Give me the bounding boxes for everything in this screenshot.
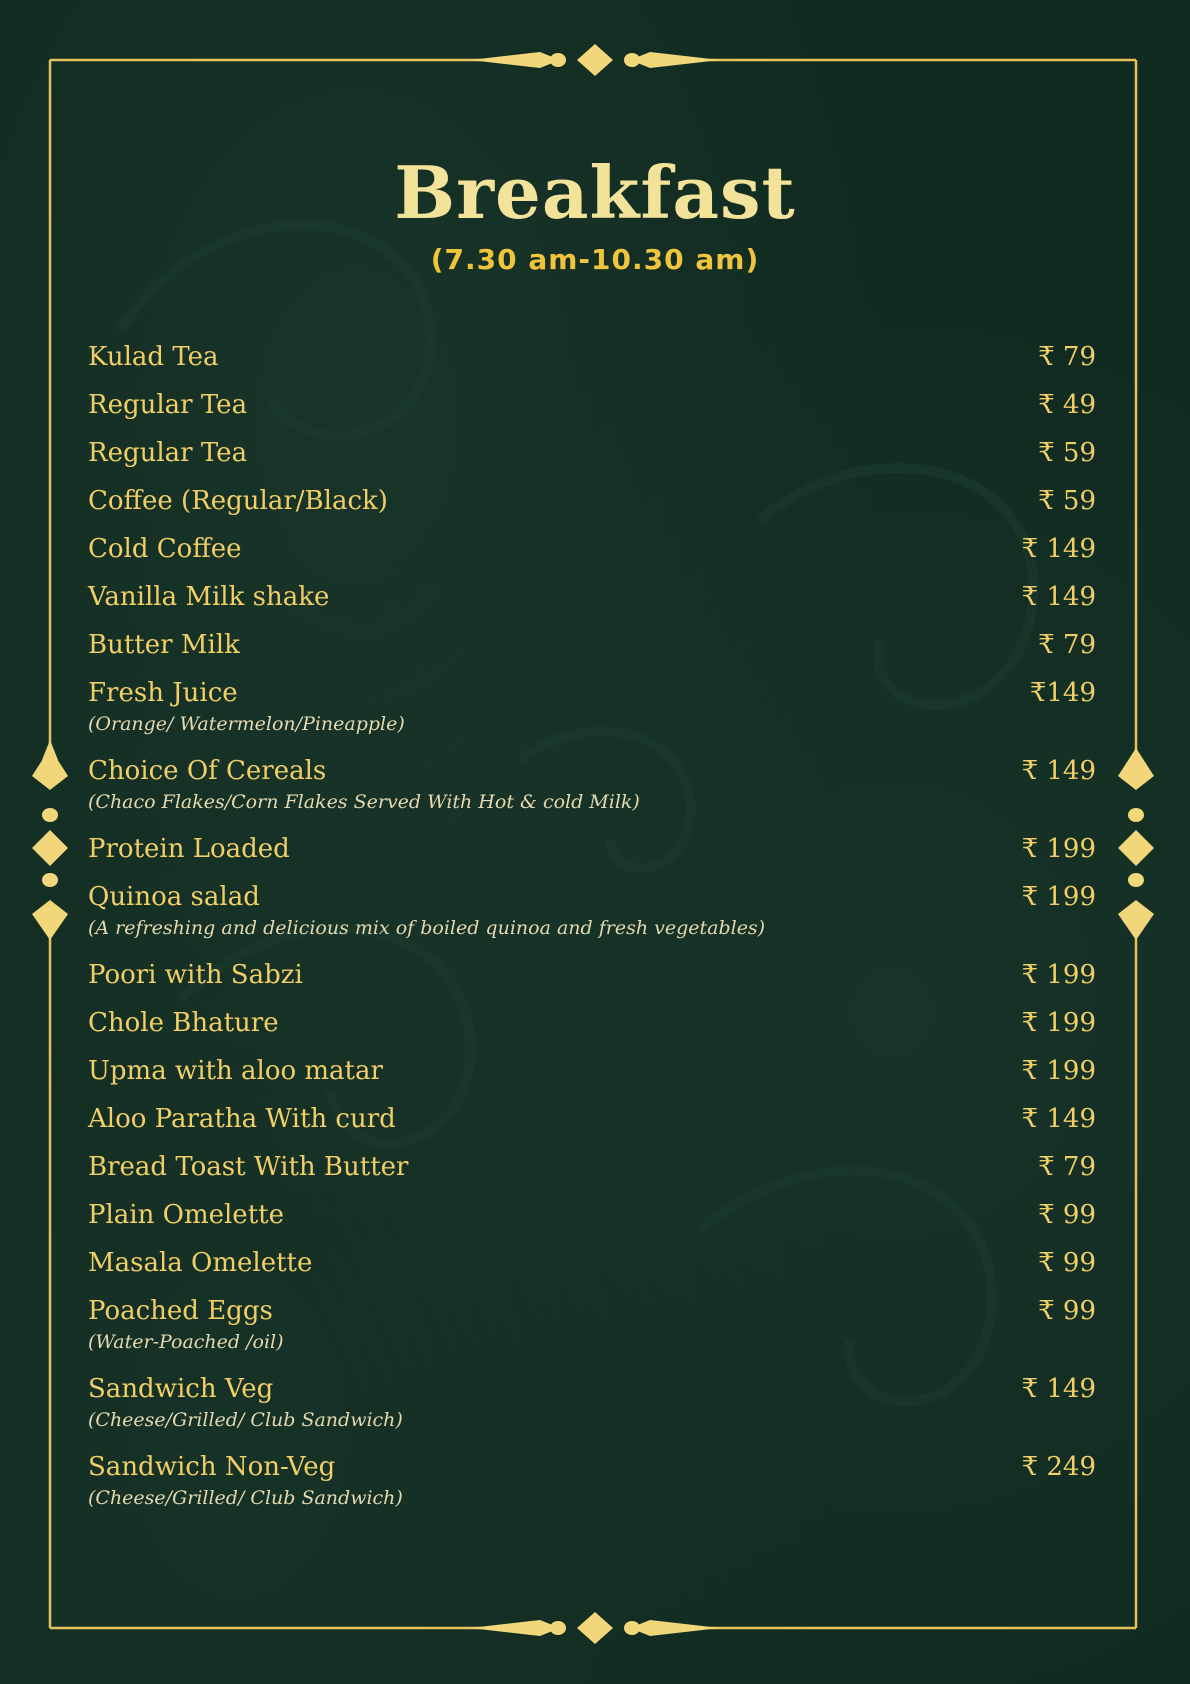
right-ornament [1118,748,1154,940]
item-name: Chole Bhature [88,1008,279,1038]
top-ornament [470,44,720,76]
menu-item [88,436,1096,484]
menu-item [88,1006,1096,1054]
item-description: (Water-Poached /oil) [88,1331,284,1353]
menu-item [88,1102,1096,1150]
menu-item [88,1246,1096,1294]
menu-item [88,340,1096,388]
item-description: (Cheese/Grilled/ Club Sandwich) [88,1487,403,1509]
item-price: ₹ 79 [1038,342,1096,372]
item-price: ₹ 49 [1038,390,1096,420]
item-name: Cold Coffee [88,534,242,564]
item-name: Aloo Paratha With curd [88,1104,396,1134]
item-name: Butter Milk [88,630,240,660]
menu-item [88,958,1096,1006]
item-description: (Orange/ Watermelon/Pineapple) [88,713,405,735]
item-name: Upma with aloo matar [88,1056,383,1086]
menu-item [88,1198,1096,1246]
menu-item [88,880,1096,958]
item-name: Plain Omelette [88,1200,284,1230]
menu-item [88,1372,1096,1450]
menu-item [88,1294,1096,1372]
menu-item [88,628,1096,676]
item-price: ₹149 [1029,678,1096,708]
item-name: Fresh Juice [88,678,238,708]
item-name: Choice Of Cereals [88,756,327,786]
item-name: Vanilla Milk shake [88,582,330,612]
menu-item [88,676,1096,754]
item-price: ₹ 59 [1038,438,1096,468]
item-name: Bread Toast With Butter [88,1152,409,1182]
bottom-ornament [470,1612,720,1644]
menu-item [88,1054,1096,1102]
item-price: ₹ 249 [1021,1452,1096,1482]
menu-item [88,580,1096,628]
menu-item [88,1450,1096,1528]
item-price: ₹ 59 [1038,486,1096,516]
item-price: ₹ 149 [1021,582,1096,612]
item-price: ₹ 149 [1021,534,1096,564]
item-name: Regular Tea [88,438,248,468]
left-ornament [32,740,68,940]
item-price: ₹ 99 [1038,1200,1096,1230]
item-price: ₹ 99 [1038,1296,1096,1326]
item-price: ₹ 79 [1038,630,1096,660]
item-price: ₹ 199 [1021,882,1096,912]
item-price: ₹ 199 [1021,1056,1096,1086]
item-name: Quinoa salad [88,882,260,912]
item-name: Regular Tea [88,390,248,420]
menu-item [88,1150,1096,1198]
item-name: Coffee (Regular/Black) [88,486,388,516]
item-name: Poori with Sabzi [88,960,303,990]
item-price: ₹ 199 [1021,1008,1096,1038]
menu-item [88,532,1096,580]
item-price: ₹ 149 [1021,1374,1096,1404]
menu-item [88,832,1096,880]
item-price: ₹ 199 [1021,960,1096,990]
item-price: ₹ 149 [1021,1104,1096,1134]
item-description: (A refreshing and delicious mix of boiled quinoa and fresh vegetables) [88,917,766,939]
item-name: Masala Omelette [88,1248,313,1278]
serving-hours: (7.30 am-10.30 am) [430,243,760,276]
menu-item [88,484,1096,532]
menu-list [88,340,1096,1528]
item-price: ₹ 99 [1038,1248,1096,1278]
page-title: Breakfast [394,150,796,235]
item-description: (Cheese/Grilled/ Club Sandwich) [88,1409,403,1431]
menu-item [88,754,1096,832]
item-description: (Chaco Flakes/Corn Flakes Served With Hot & cold Milk) [88,791,640,813]
item-name: Sandwich Veg [88,1374,274,1404]
item-name: Protein Loaded [88,834,290,864]
item-price: ₹ 199 [1021,834,1096,864]
item-name: Poached Eggs [88,1296,273,1326]
menu-item [88,388,1096,436]
item-name: Kulad Tea [88,342,219,372]
item-name: Sandwich Non-Veg [88,1452,336,1482]
item-price: ₹ 149 [1021,756,1096,786]
item-price: ₹ 79 [1038,1152,1096,1182]
